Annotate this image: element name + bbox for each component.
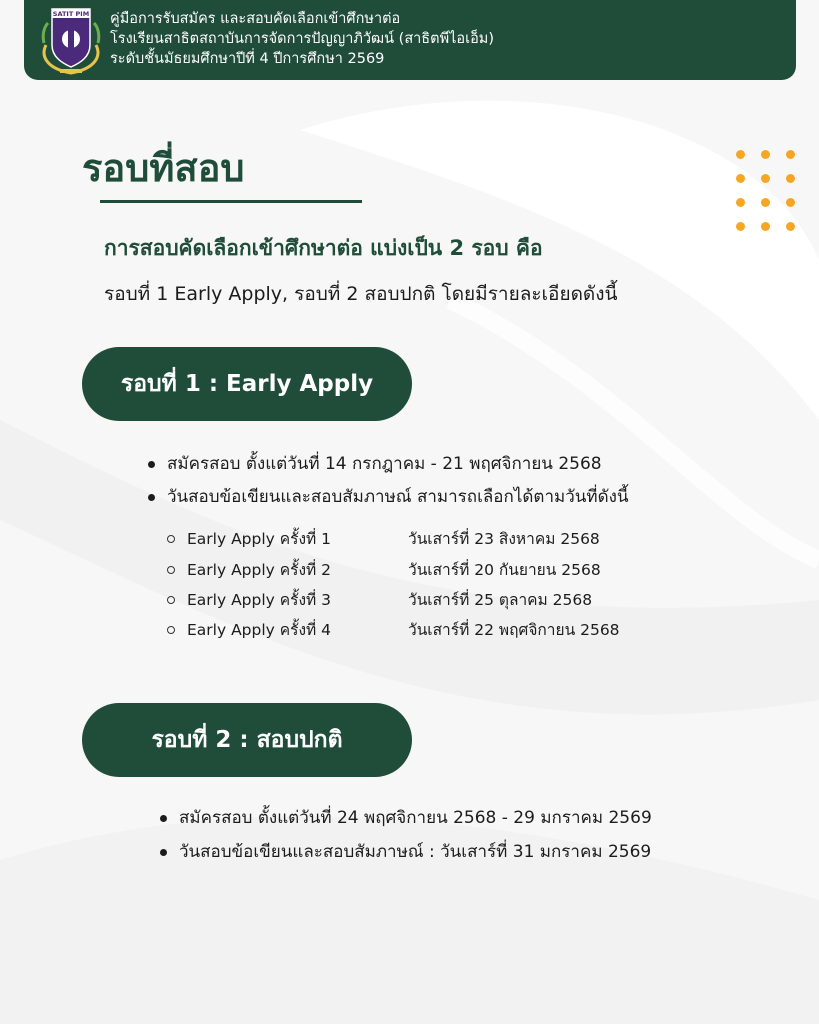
session-3-name: Early Apply ครั้งที่ 3: [187, 587, 331, 613]
header-line-2: โรงเรียนสาธิตสถาบันการจัดการปัญญาภิวัฒน์ (สาธิตพีไอเอ็ม): [110, 31, 495, 47]
logo-wordmark: SATIT PIM: [52, 10, 90, 18]
session-1-date: วันเสาร์ที่ 23 สิงหาคม 2568: [408, 530, 600, 548]
session-3-date: วันเสาร์ที่ 25 ตุลาคม 2568: [408, 591, 593, 609]
header-line-1: คู่มือการรับสมัคร และสอบคัดเลือกเข้าศึกษาต่อ: [110, 11, 401, 27]
intro-headline: การสอบคัดเลือกเข้าศึกษาต่อ แบ่งเป็น 2 รอบ คือ: [104, 236, 543, 260]
title-underline: [100, 200, 362, 203]
session-4-name: Early Apply ครั้งที่ 4: [187, 617, 331, 643]
round-1-bullet-apply: สมัครสอบ ตั้งแต่วันที่ 14 กรกฎาคม - 21 พฤศจิกายน 2568: [167, 450, 602, 478]
session-4-date: วันเสาร์ที่ 22 พฤศจิกายน 2568: [408, 621, 620, 639]
intro-detail: รอบที่ 1 Early Apply, รอบที่ 2 สอบปกติ โดยมีรายละเอียดดังนี้: [104, 283, 618, 305]
session-2-date: วันเสาร์ที่ 20 กันยายน 2568: [408, 561, 601, 579]
school-logo: [38, 5, 104, 75]
session-2-name: Early Apply ครั้งที่ 2: [187, 557, 331, 583]
page-title: รอบที่สอบ: [82, 146, 245, 190]
round-2-bullet-exam: วันสอบข้อเขียนและสอบสัมภาษณ์ : วันเสาร์ที่ 31 มกราคม 2569: [179, 838, 651, 866]
session-1-name: Early Apply ครั้งที่ 1: [187, 526, 331, 552]
round-2-bullet-apply: สมัครสอบ ตั้งแต่วันที่ 24 พฤศจิกายน 2568 - 29 มกราคม 2569: [179, 804, 652, 832]
decorative-dot-grid: [736, 150, 796, 232]
round-1-badge: รอบที่ 1 : Early Apply: [82, 347, 412, 421]
header-line-3: ระดับชั้นมัธยมศึกษาปีที่ 4 ปีการศึกษา 2569: [110, 51, 385, 67]
round-2-badge: รอบที่ 2 : สอบปกติ: [82, 703, 412, 777]
header-banner: [24, 0, 796, 80]
round-1-bullet-exam: วันสอบข้อเขียนและสอบสัมภาษณ์ สามารถเลือกได้ตามวันที่ดังนี้: [167, 483, 629, 511]
